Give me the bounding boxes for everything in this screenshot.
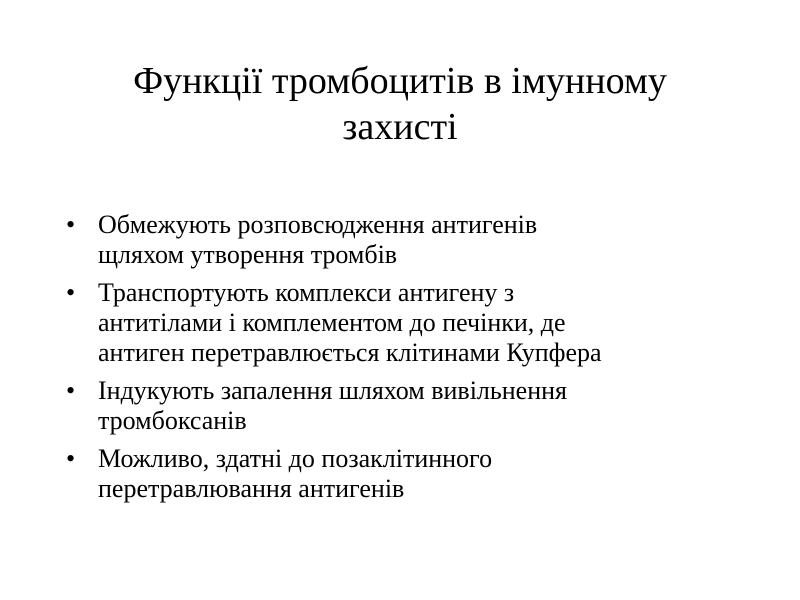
bullet-3-line-2: тромбоксанів [98,406,247,435]
bullet-1-line-2: щляхом утворення тромбів [98,240,398,269]
bullet-2-line-2: антитілами і комплементом до печінки, де [98,308,566,337]
bullet-2-line-3: антиген перетравлюється клітинами Купфера [98,338,602,367]
slide-title-line-2: захисті [342,106,458,148]
bullet-item-1 [66,210,746,270]
slide-title [40,58,760,150]
slide-title-line-1: Функції тромбоцитів в імунному [133,60,667,102]
bullet-2-line-1: Транспортують комплекси антигену з [98,278,515,307]
bullet-dot-icon: • [66,210,76,239]
bullet-dot-icon: • [66,376,76,405]
bullet-item-2 [66,278,746,368]
bullet-list [66,210,746,512]
bullet-item-4 [66,444,746,504]
bullet-item-3 [66,376,746,436]
bullet-dot-icon: • [66,444,76,473]
bullet-4-line-2: перетравлювання антигенів [98,474,405,503]
bullet-1-line-1: Обмежують розповсюдження антигенів [98,210,538,239]
bullet-3-line-1: Індукують запалення шляхом вивільнення [98,376,568,405]
bullet-4-line-1: Можливо, здатні до позаклітинного [98,444,493,473]
bullet-dot-icon: • [66,278,76,307]
